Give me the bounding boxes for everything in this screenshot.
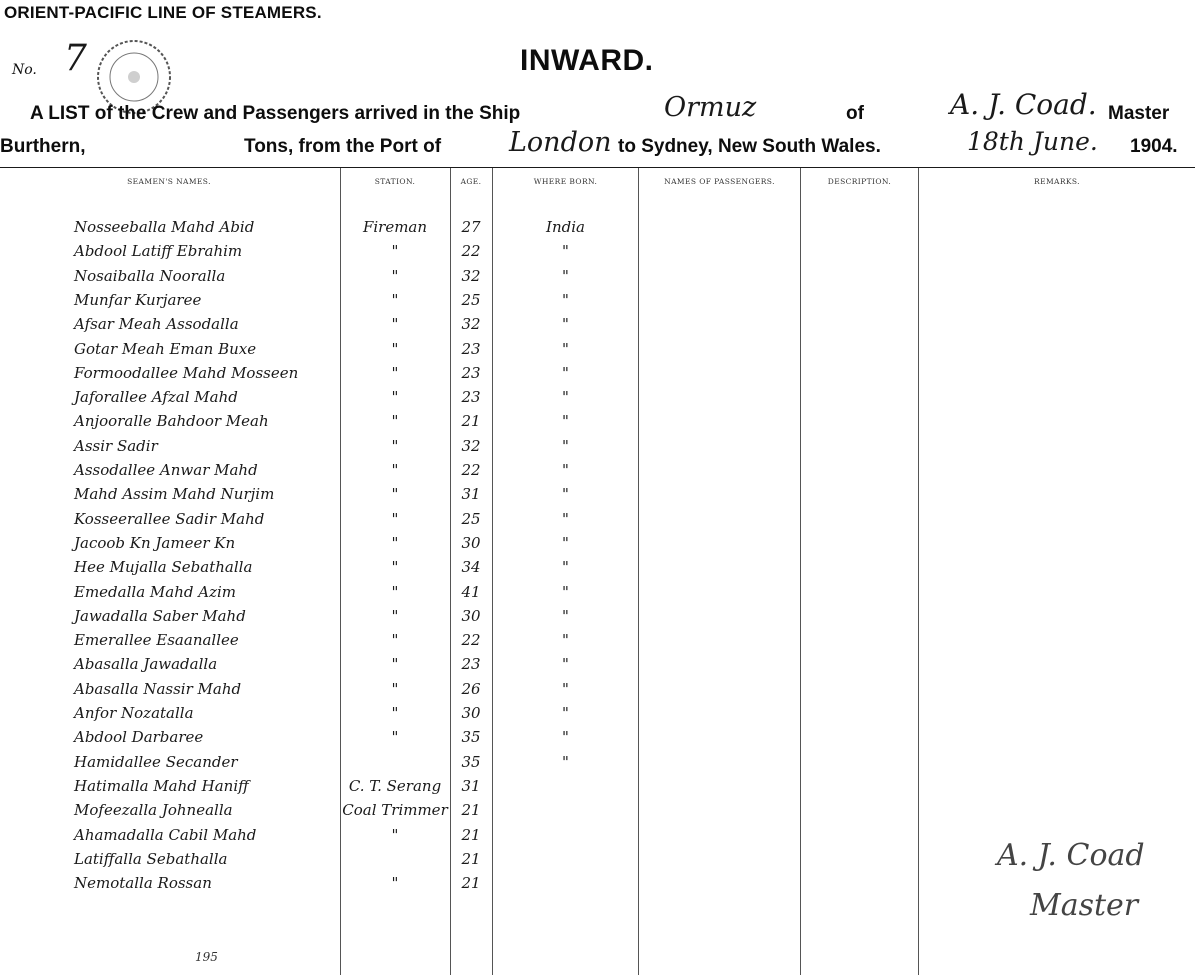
crew-birthplace: " — [562, 607, 569, 625]
line-name: ORIENT-PACIFIC LINE OF STEAMERS. — [4, 3, 322, 22]
crew-name: Nemotalla Rossan — [74, 874, 212, 892]
crew-birthplace: " — [562, 728, 569, 746]
crew-name: Ahamadalla Cabil Mahd — [74, 826, 257, 844]
crew-age: 35 — [461, 728, 481, 746]
crew-name: Emerallee Esaanallee — [74, 631, 239, 649]
signature-name: A. J. Coad — [997, 838, 1145, 873]
column-header-names: SEAMEN'S NAMES. — [127, 177, 211, 186]
port-name: London — [509, 127, 612, 158]
master-label: Master — [1108, 103, 1170, 124]
crew-name: Abasalla Nassir Mahd — [74, 680, 242, 698]
number-label: No. — [12, 62, 37, 78]
crew-age: 41 — [461, 583, 481, 601]
column-header-passengers: NAMES OF PASSENGERS. — [664, 177, 775, 186]
crew-station: Fireman — [362, 218, 428, 236]
crew-station: " — [391, 242, 399, 260]
list-prefix: A LIST of the Crew and Passengers arrived in the Ship — [30, 103, 521, 124]
crew-age: 21 — [461, 850, 481, 868]
signature-title: Master — [1030, 888, 1139, 923]
crew-age: 31 — [461, 777, 481, 795]
crew-name: Mahd Assim Mahd Nurjim — [74, 485, 275, 503]
crew-station: " — [391, 315, 399, 333]
list-number: 7 — [64, 38, 87, 79]
column-divider — [800, 168, 801, 975]
crew-age: 25 — [461, 291, 481, 309]
crew-age: 21 — [461, 874, 481, 892]
crew-age: 23 — [461, 364, 481, 382]
crew-birthplace: " — [562, 461, 569, 479]
crew-station: " — [391, 534, 399, 552]
crew-station: " — [391, 510, 399, 528]
crew-station: " — [391, 874, 399, 892]
document-title: INWARD. — [520, 44, 654, 77]
crew-age: 32 — [461, 437, 481, 455]
crew-station: " — [391, 461, 399, 479]
crew-name: Hamidallee Secander — [74, 753, 238, 771]
crew-age: 22 — [461, 631, 481, 649]
crew-birthplace: India — [546, 218, 585, 236]
crew-age: 30 — [461, 704, 481, 722]
burthen-label: Burthern, — [0, 136, 86, 157]
crew-birthplace: " — [562, 242, 569, 260]
crew-age: 30 — [461, 534, 481, 552]
crew-name: Anfor Nozatalla — [74, 704, 194, 722]
crew-name: Latiffalla Sebathalla — [74, 850, 228, 868]
crew-age: 32 — [461, 267, 481, 285]
crew-station: " — [391, 826, 399, 844]
tons-label: Tons, from the Port of — [244, 136, 442, 157]
crew-age: 21 — [461, 412, 481, 430]
crew-station: " — [391, 437, 399, 455]
crew-name: Munfar Kurjaree — [74, 291, 202, 309]
column-header-station: STATION. — [374, 177, 416, 186]
crew-name: Abdool Darbaree — [74, 728, 204, 746]
crew-name: Anjooralle Bahdoor Meah — [74, 412, 269, 430]
crew-birthplace: " — [562, 388, 569, 406]
master-name: A. J. Coad. — [950, 88, 1097, 121]
crew-age: 23 — [461, 340, 481, 358]
destination: to Sydney, New South Wales. — [618, 136, 881, 157]
column-header-description: DESCRIPTION. — [827, 177, 892, 186]
arrival-date: 18th June. — [967, 127, 1098, 156]
crew-age: 21 — [461, 801, 481, 819]
crew-birthplace: " — [562, 412, 569, 430]
crew-birthplace: " — [562, 583, 569, 601]
crew-name: Jacoob Kn Jameer Kn — [74, 534, 236, 552]
crew-station: " — [391, 680, 399, 698]
crew-birthplace: " — [562, 631, 569, 649]
page-number: 195 — [195, 950, 218, 964]
crew-age: 22 — [461, 242, 481, 260]
column-header-remarks: REMARKS. — [1034, 177, 1080, 186]
arrival-year: 1904. — [1130, 136, 1178, 157]
crew-name: Hee Mujalla Sebathalla — [74, 558, 253, 576]
crew-name: Jaforallee Afzal Mahd — [74, 388, 238, 406]
crew-name: Mofeezalla Johnealla — [74, 801, 233, 819]
crew-birthplace: " — [562, 291, 569, 309]
column-header-age: AGE. — [460, 177, 482, 186]
crew-station: " — [391, 607, 399, 625]
crew-birthplace: " — [562, 267, 569, 285]
crew-name: Formoodallee Mahd Mosseen — [74, 364, 299, 382]
crew-birthplace: " — [562, 510, 569, 528]
crew-station: " — [391, 388, 399, 406]
crew-age: 26 — [461, 680, 481, 698]
crew-birthplace: " — [562, 364, 569, 382]
crew-station: " — [391, 655, 399, 673]
crew-birthplace: " — [562, 340, 569, 358]
crew-station: " — [391, 412, 399, 430]
crew-name: Nosaiballa Nooralla — [74, 267, 226, 285]
crew-birthplace: " — [562, 485, 569, 503]
crew-name: Nosseeballa Mahd Abid — [74, 218, 255, 236]
crew-birthplace: " — [562, 655, 569, 673]
crew-age: 30 — [461, 607, 481, 625]
crew-station: " — [391, 291, 399, 309]
crew-age: 23 — [461, 655, 481, 673]
crew-station: " — [391, 485, 399, 503]
crew-age: 31 — [461, 485, 481, 503]
crew-birthplace: " — [562, 315, 569, 333]
crew-station: " — [391, 583, 399, 601]
crew-birthplace: " — [562, 558, 569, 576]
crew-age: 34 — [461, 558, 481, 576]
crew-station: " — [391, 558, 399, 576]
crew-birthplace: " — [562, 437, 569, 455]
crew-name: Assodallee Anwar Mahd — [74, 461, 258, 479]
crew-age: 27 — [461, 218, 481, 236]
column-divider — [638, 168, 639, 975]
table-top-rule — [0, 167, 1195, 168]
crew-name: Kosseerallee Sadir Mahd — [74, 510, 265, 528]
crew-name: Hatimalla Mahd Haniff — [74, 777, 249, 795]
crew-station: " — [391, 340, 399, 358]
crew-age: 25 — [461, 510, 481, 528]
crew-age: 32 — [461, 315, 481, 333]
of-label: of — [846, 103, 864, 124]
crew-station: " — [391, 728, 399, 746]
crew-name: Emedalla Mahd Azim — [74, 583, 236, 601]
crew-name: Abdool Latiff Ebrahim — [74, 242, 243, 260]
crew-age: 23 — [461, 388, 481, 406]
column-header-born: WHERE BORN. — [533, 177, 598, 186]
crew-station: " — [391, 364, 399, 382]
crew-age: 22 — [461, 461, 481, 479]
column-divider — [918, 168, 919, 975]
crew-age: 21 — [461, 826, 481, 844]
crew-station: Coal Trimmer — [342, 801, 448, 819]
crew-birthplace: " — [562, 753, 569, 771]
crew-birthplace: " — [562, 704, 569, 722]
crew-station: " — [391, 704, 399, 722]
crew-station: C. T. Serang — [348, 777, 442, 795]
crew-name: Gotar Meah Eman Buxe — [74, 340, 257, 358]
crew-name: Afsar Meah Assodalla — [74, 315, 239, 333]
crew-name: Assir Sadir — [74, 437, 158, 455]
crew-birthplace: " — [562, 534, 569, 552]
crew-name: Jawadalla Saber Mahd — [74, 607, 246, 625]
ship-name: Ormuz — [664, 92, 757, 123]
crew-station: " — [391, 631, 399, 649]
crew-station: " — [391, 267, 399, 285]
crew-age: 35 — [461, 753, 481, 771]
crew-name: Abasalla Jawadalla — [74, 655, 218, 673]
crew-birthplace: " — [562, 680, 569, 698]
